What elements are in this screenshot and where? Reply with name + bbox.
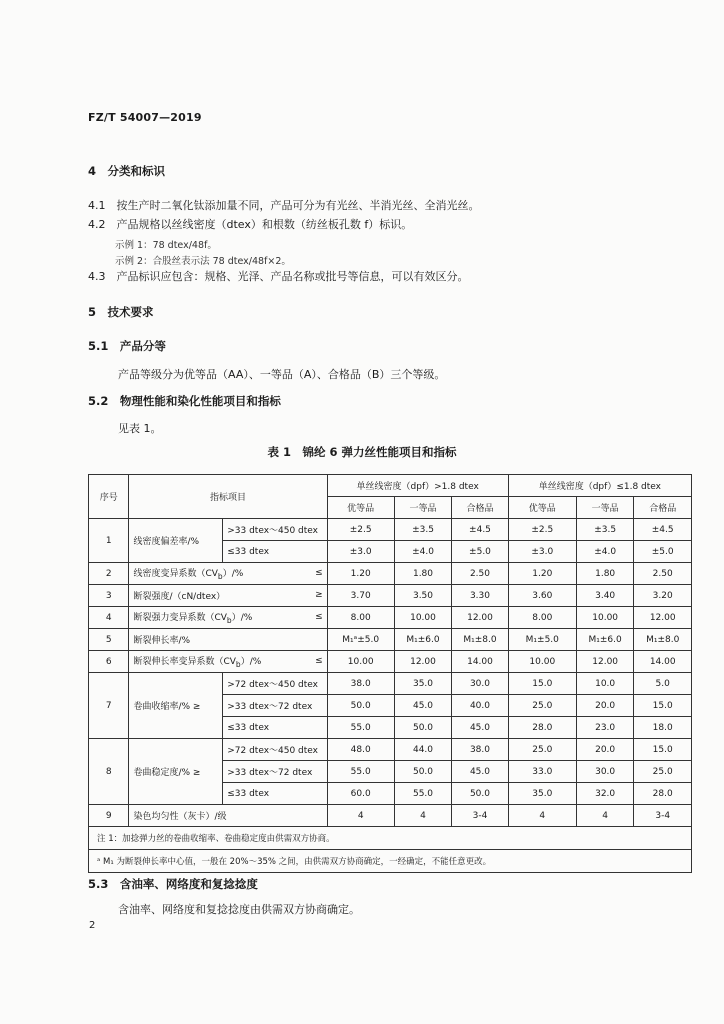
table-cell: 8.00 <box>508 607 576 629</box>
row-subitem: >72 dtex～450 dtex <box>223 673 327 695</box>
grade-header: 合格品 <box>452 497 508 519</box>
clause-5-2-text: 见表 1。 <box>118 422 162 435</box>
table-cell: 20.0 <box>576 739 634 761</box>
table-cell: 28.0 <box>508 717 576 739</box>
row-operator: ≤ <box>315 612 323 622</box>
table-cell: 50.0 <box>327 695 394 717</box>
table-cell: 38.0 <box>452 739 508 761</box>
header-seq: 序号 <box>89 475 129 519</box>
table-cell: 12.00 <box>576 651 634 673</box>
grade-header: 一等品 <box>394 497 452 519</box>
clause-4-1: 4.1 按生产时二氧化钛添加量不同，产品可分为有光丝、半消光丝、全消光丝。 <box>88 199 480 212</box>
table-cell: 1.80 <box>576 563 634 585</box>
table-row <box>89 563 692 585</box>
table-cell: 1.20 <box>508 563 576 585</box>
table-cell: M₁±5.0 <box>508 629 576 651</box>
grade-header: 一等品 <box>576 497 634 519</box>
row-number: 2 <box>89 563 129 585</box>
table-cell: M₁ᵃ±5.0 <box>327 629 394 651</box>
table-row <box>89 585 692 607</box>
table-cell: 3.20 <box>634 585 692 607</box>
table-cell: 28.0 <box>634 783 692 805</box>
table-cell: ±5.0 <box>634 541 692 563</box>
table-cell: ±3.5 <box>576 519 634 541</box>
section-5-1-heading: 5.1 产品分等 <box>88 339 166 353</box>
row-number: 7 <box>89 673 129 739</box>
row-item-cell <box>129 563 327 585</box>
table-cell: 4 <box>327 805 394 827</box>
table-cell: 3-4 <box>452 805 508 827</box>
table-cell: M₁±6.0 <box>576 629 634 651</box>
row-subitem: ≤33 dtex <box>223 541 327 563</box>
row-item-cell <box>129 651 327 673</box>
grade-header: 合格品 <box>634 497 692 519</box>
row-subitem: >33 dtex～450 dtex <box>223 519 327 541</box>
section-4-heading: 4 分类和标识 <box>88 164 166 178</box>
table-cell: M₁±8.0 <box>634 629 692 651</box>
table-cell: 25.0 <box>634 761 692 783</box>
table-cell: 38.0 <box>327 673 394 695</box>
row-subitem: >33 dtex～72 dtex <box>223 695 327 717</box>
table-cell: 1.80 <box>394 563 452 585</box>
clause-5-3-text: 含油率、网络度和复捻捻度由供需双方协商确定。 <box>118 903 360 916</box>
table-cell: 12.00 <box>452 607 508 629</box>
table-header-row <box>89 475 692 497</box>
row-item-cell <box>129 585 327 607</box>
page-number: 2 <box>89 920 96 931</box>
row-item-cell <box>129 607 327 629</box>
row-subitem: ≤33 dtex <box>223 783 327 805</box>
table-cell: 15.0 <box>634 695 692 717</box>
table-cell: 40.0 <box>452 695 508 717</box>
row-item: 断裂强度/（cN/dtex） <box>133 592 226 602</box>
table-cell: 10.00 <box>327 651 394 673</box>
table-cell: 10.0 <box>576 673 634 695</box>
table-row <box>89 607 692 629</box>
row-item: 染色均匀性（灰卡）/级 <box>129 805 327 827</box>
table-cell: 55.0 <box>327 761 394 783</box>
table-cell: 14.00 <box>452 651 508 673</box>
row-number: 3 <box>89 585 129 607</box>
table-cell: 55.0 <box>394 783 452 805</box>
grade-header: 优等品 <box>508 497 576 519</box>
header-group-b: 单丝线密度（dpf）≤1.8 dtex <box>508 475 691 497</box>
table-cell: 30.0 <box>452 673 508 695</box>
table-cell: 30.0 <box>576 761 634 783</box>
table-cell: 3.70 <box>327 585 394 607</box>
table-cell: 2.50 <box>634 563 692 585</box>
clause-4-2: 4.2 产品规格以丝线密度（dtex）和根数（纺丝板孔数 f）标识。 <box>88 218 413 231</box>
table-cell: 10.00 <box>508 651 576 673</box>
table-row <box>89 629 692 651</box>
table-cell: 44.0 <box>394 739 452 761</box>
example-2: 示例 2：合股丝表示法 78 dtex/48f×2。 <box>115 256 291 267</box>
row-operator: ≤ <box>315 656 323 666</box>
table-cell: 35.0 <box>508 783 576 805</box>
table-cell: 33.0 <box>508 761 576 783</box>
table-cell: 10.00 <box>394 607 452 629</box>
table-cell: ±2.5 <box>327 519 394 541</box>
table-cell: ±3.0 <box>508 541 576 563</box>
table-cell: 5.0 <box>634 673 692 695</box>
table-cell: 3.30 <box>452 585 508 607</box>
row-item: 断裂伸长率变异系数$(CV_b)/\%$ <box>133 657 262 669</box>
table-cell: 25.0 <box>508 695 576 717</box>
row-subitem: ≤33 dtex <box>223 717 327 739</box>
row-item: 断裂强力变异系数$(CV_b)/\%$ <box>133 613 253 625</box>
table-cell: 10.00 <box>576 607 634 629</box>
example-1: 示例 1：78 dtex/48f。 <box>115 240 217 251</box>
clause-4-3: 4.3 产品标识应包含：规格、光泽、产品名称或批号等信息，可以有效区分。 <box>88 270 469 283</box>
table-cell: 50.0 <box>452 783 508 805</box>
table-cell: 12.00 <box>634 607 692 629</box>
table-cell: 15.0 <box>508 673 576 695</box>
table-cell: 55.0 <box>327 717 394 739</box>
table-cell: M₁±8.0 <box>452 629 508 651</box>
table-row <box>89 739 692 761</box>
row-number: 5 <box>89 629 129 651</box>
grade-header: 优等品 <box>327 497 394 519</box>
section-5-3-heading: 5.3 含油率、网络度和复捻捻度 <box>88 877 258 891</box>
row-subitem: >72 dtex～450 dtex <box>223 739 327 761</box>
table-cell: 3-4 <box>634 805 692 827</box>
table-cell: 3.40 <box>576 585 634 607</box>
row-subitem: >33 dtex～72 dtex <box>223 761 327 783</box>
table-cell: ±4.5 <box>634 519 692 541</box>
table-cell: 50.0 <box>394 761 452 783</box>
table-cell: 35.0 <box>394 673 452 695</box>
table-cell: ±2.5 <box>508 519 576 541</box>
row-item: 断裂伸长率/% <box>129 629 327 651</box>
table-row <box>89 519 692 541</box>
table-cell: 20.0 <box>576 695 634 717</box>
row-item: 卷曲稳定度/% ≥ <box>129 739 223 805</box>
table-cell: ±3.5 <box>394 519 452 541</box>
row-item: 线密度偏差率/% <box>129 519 223 563</box>
table-cell: ±3.0 <box>327 541 394 563</box>
standard-code: FZ/T 54007—2019 <box>88 111 202 124</box>
table-cell: ±4.5 <box>452 519 508 541</box>
section-5-2-heading: 5.2 物理性能和染化性能项目和指标 <box>88 394 281 408</box>
table-cell: 60.0 <box>327 783 394 805</box>
table-note-row <box>89 827 692 850</box>
table-cell: 4 <box>394 805 452 827</box>
table-cell: 3.50 <box>394 585 452 607</box>
row-item: 线密度变异系数$(CV_b)/\%$ <box>133 569 244 581</box>
table-cell: 32.0 <box>576 783 634 805</box>
table-cell: 2.50 <box>452 563 508 585</box>
table-cell: 18.0 <box>634 717 692 739</box>
table-cell: 8.00 <box>327 607 394 629</box>
table-footnote-a: ᵃ M₁ 为断裂伸长率中心值，一般在 20%～35% 之间，由供需双方协商确定，一经确定，不能任意更改。 <box>89 850 692 873</box>
header-item: 指标项目 <box>129 475 327 519</box>
table-cell: 45.0 <box>452 717 508 739</box>
table-cell: ±4.0 <box>394 541 452 563</box>
table-cell: 25.0 <box>508 739 576 761</box>
row-number: 4 <box>89 607 129 629</box>
row-number: 8 <box>89 739 129 805</box>
table-row <box>89 805 692 827</box>
table-cell: ±4.0 <box>576 541 634 563</box>
table-cell: 4 <box>508 805 576 827</box>
row-number: 6 <box>89 651 129 673</box>
row-item: 卷曲收缩率/% ≥ <box>129 673 223 739</box>
table-footnote-row <box>89 850 692 873</box>
performance-table <box>88 474 692 873</box>
table-cell: 45.0 <box>452 761 508 783</box>
row-number: 1 <box>89 519 129 563</box>
table-cell: 4 <box>576 805 634 827</box>
row-operator: ≤ <box>315 568 323 578</box>
table-row <box>89 651 692 673</box>
table-note-1: 注 1：加捻弹力丝的卷曲收缩率、卷曲稳定度由供需双方协商。 <box>89 827 692 850</box>
table-caption: 表 1 锦纶 6 弹力丝性能项目和指标 <box>267 445 457 459</box>
row-operator: ≥ <box>315 590 323 600</box>
table-cell: 48.0 <box>327 739 394 761</box>
table-cell: 14.00 <box>634 651 692 673</box>
table-cell: 50.0 <box>394 717 452 739</box>
header-group-a: 单丝线密度（dpf）>1.8 dtex <box>327 475 508 497</box>
table-cell: 3.60 <box>508 585 576 607</box>
table-cell: ±5.0 <box>452 541 508 563</box>
section-5-heading: 5 技术要求 <box>88 305 154 319</box>
table-cell: 23.0 <box>576 717 634 739</box>
table-cell: 12.00 <box>394 651 452 673</box>
table-cell: 15.0 <box>634 739 692 761</box>
row-number: 9 <box>89 805 129 827</box>
table-row <box>89 673 692 695</box>
clause-5-1-text: 产品等级分为优等品（AA）、一等品（A）、合格品（B）三个等级。 <box>118 368 446 381</box>
table-cell: M₁±6.0 <box>394 629 452 651</box>
table-cell: 45.0 <box>394 695 452 717</box>
table-cell: 1.20 <box>327 563 394 585</box>
